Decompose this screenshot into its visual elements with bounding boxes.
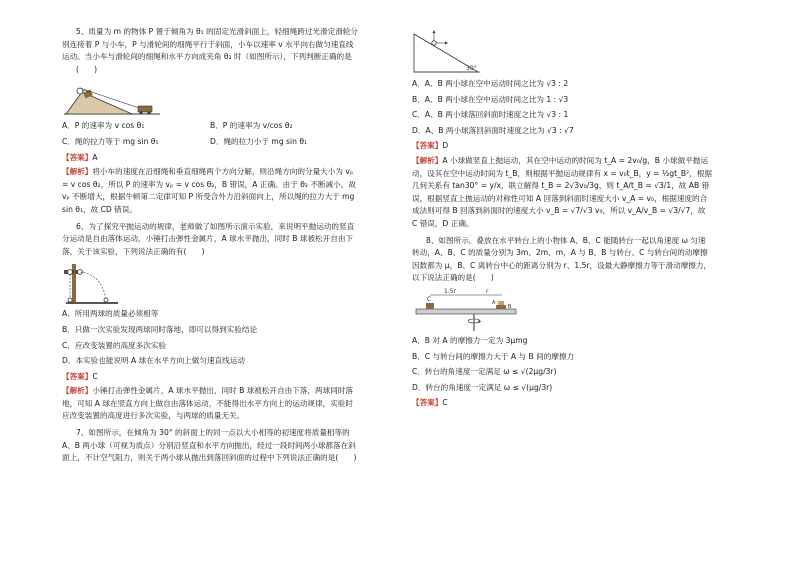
q7-analysis-text: A 小球做竖直上抛运动，其在空中运动的时间为 t_A = 2v₀/g，B 小球做平抛运动，设其在空中运动时间为 t_B，则根据平抛运动规律有 x = v₀t_B，y = ½gt_B²，根据几何关系有 tan30° = y/x，联立解得 t_B = 2√3v₀/3g，则 t_A/t_B = √3/1，故 AB 错误，根据竖直上抛运动的对称性可知 A 回落到斜面时速度大小 v_A = v₀，根据速度的合成法则可得 B 回落到斜面时的速度大小 v_B = √7/√3 v₀，所以 v_A/v_B = √3/√7，故 C 错误，D 正确。 — [412, 155, 712, 228]
turntable-figure — [412, 287, 522, 333]
q6-option-a: A．所用两球的质量必须相等 — [62, 309, 159, 319]
q7-option-c: C．A、B 两小球落回斜面时速度之比为 √3 : 1 — [412, 110, 569, 120]
distance-r-label: r — [486, 287, 489, 295]
q6-analysis — [62, 385, 358, 423]
block-c-label: C — [427, 295, 432, 303]
q5-analysis-label: 【解析】 — [62, 167, 93, 177]
q5-options-row2 — [62, 136, 358, 149]
q6-answer — [62, 371, 358, 384]
q5-analysis — [62, 166, 358, 216]
q6-stem: 6、为了探究平抛运动的规律，老师做了如图所示演示实验，来说明平抛运动的竖直分运动是自由落体运动，小锤打击弹性金属片，A 球水平抛出，同时 B 球被松开自由下落，关于该实验，下列说法正确的有( ) — [62, 221, 355, 256]
q7-answer-label: 【答案】 — [412, 141, 443, 151]
q7-option-d: D．A、B 两小球落回斜面时速度之比为 √3 : √7 — [412, 125, 574, 135]
q5-answer-value: A — [92, 152, 98, 162]
q6-option-b: B．只做一次实验发现两球同时落地，即可以得到实验结论 — [62, 324, 258, 334]
q8-option-a: A．B 对 A 的摩擦力一定为 3μmg — [412, 335, 528, 345]
block-b-label: B — [508, 303, 512, 310]
q6-answer-value: C — [92, 371, 98, 381]
q8-option-d: D．转台的角速度一定满足 ω ≤ √(μg/3r) — [412, 382, 553, 392]
q5-answer — [62, 152, 358, 165]
q6-option-d: D．本实验也能说明 A 球在水平方向上做匀速直线运动 — [62, 356, 245, 366]
q8-answer — [412, 397, 712, 410]
q6-option-c: C．应改变装置的高度多次实验 — [62, 340, 167, 350]
q6-answer-label: 【答案】 — [62, 371, 93, 381]
q7-analysis-label: 【解析】 — [412, 155, 443, 165]
distance-15r-label: 1.5r — [444, 287, 457, 295]
q7-answer-value: D — [442, 141, 449, 151]
block-a-label: A — [492, 299, 496, 306]
q5-option-b: B．P 的速率为 v/cos θ₂ — [210, 121, 293, 131]
q7-answer — [412, 140, 712, 153]
q7-stem: 7、如图所示，在倾角为 30° 的斜面上的同一点以大小相等的初速度将质量相等的 A、B 两小球（可视为质点）分别沿竖直和水平方向抛出，经过一段时间两小球都落在斜面上，不计空气阻力，则关于两小球从抛出到落回斜面的过程中下列说法正确的是( ) — [62, 428, 357, 463]
q5-option-c: C．绳的拉力等于 mg sin θ₁ — [62, 136, 159, 146]
q8-option-b: B．C 与转台间的摩擦力大于 A 与 B 间的摩擦力 — [412, 351, 575, 361]
q7-analysis — [412, 155, 712, 231]
q5-analysis-text: 将小车的速度在沿细绳和垂直细绳两个方向分解，则沿绳方向的分量大小为 vₚ = v cos θ₂，所以 P 的速率为 vₚ = v cos θ₂，B 错误，A 正确。由于 θ₂ 不断减小，故 vₚ 不断增大，根据牛顿第二定律可知 P 所受合外力沿斜面向上，所以绳的拉力大于 mg sin θ₁，故 CD 错误。 — [62, 167, 356, 214]
angle-label: 30° — [466, 65, 477, 72]
q6-analysis-label: 【解析】 — [62, 386, 93, 396]
q7-option-a: A．A、B 两小球在空中运动时间之比为 √3 : 2 — [412, 79, 569, 88]
right-column — [412, 26, 712, 412]
q8-stem: 8、如图所示，叠放在水平转台上的小物体 A、B、C 能随转台一起以角速度 ω 匀速转动，A、B、C 的质量分别为 3m、2m、m，A 与 B、B 与转台、C 与转台间的动摩擦因数都为 μ，B、C 离转台中心的距离分别为 r、1.5r，设最大静摩擦力等于滑动摩擦力，以下说法正确的是( ) — [412, 235, 712, 283]
q5-option-d: D．绳的拉力小于 mg sin θ₁ — [210, 136, 308, 146]
free-fall-apparatus-figure — [62, 260, 122, 306]
incline-two-balls-figure — [412, 28, 482, 76]
q5-stem: 5、质量为 m 的物体 P 置于倾角为 θ₁ 的固定光滑斜面上，轻细绳跨过光滑定滑轮分别连接着 P 与小车，P 与滑轮间的细绳平行于斜面，小车以速率 v 水平向右做匀速直线运动。当小车与滑轮间的细绳和水平方向成夹角 θ₂ 时（如图所示），下列判断正确的是 — [62, 27, 358, 62]
q8-answer-label: 【答案】 — [412, 398, 443, 408]
left-column — [62, 26, 358, 465]
q5-options-row1 — [62, 120, 358, 133]
incline-pulley-figure — [62, 78, 162, 118]
q8-answer-value: C — [442, 398, 448, 408]
q8-option-c: C．转台的角速度一定满足 ω ≤ √(2μg/3r) — [412, 367, 557, 377]
q5-option-a: A．P 的速率为 v cos θ₁ — [62, 121, 145, 131]
q5-paren: ( ) — [76, 64, 98, 74]
q6-analysis-text: 小锤打击弹性金属片，A 球水平抛出，同时 B 球被松开自由下落，两球同时落地，可知 A 球在竖直方向上做自由落体运动，不能得出水平方向上的运动规律，实验时应改变装置的高度进行多次实验，与两球的质量无关。 — [62, 386, 354, 421]
q7-option-b: B．A、B 两小球在空中运动时间之比为 1 : √3 — [412, 94, 569, 104]
q5-answer-label: 【答案】 — [62, 152, 93, 162]
